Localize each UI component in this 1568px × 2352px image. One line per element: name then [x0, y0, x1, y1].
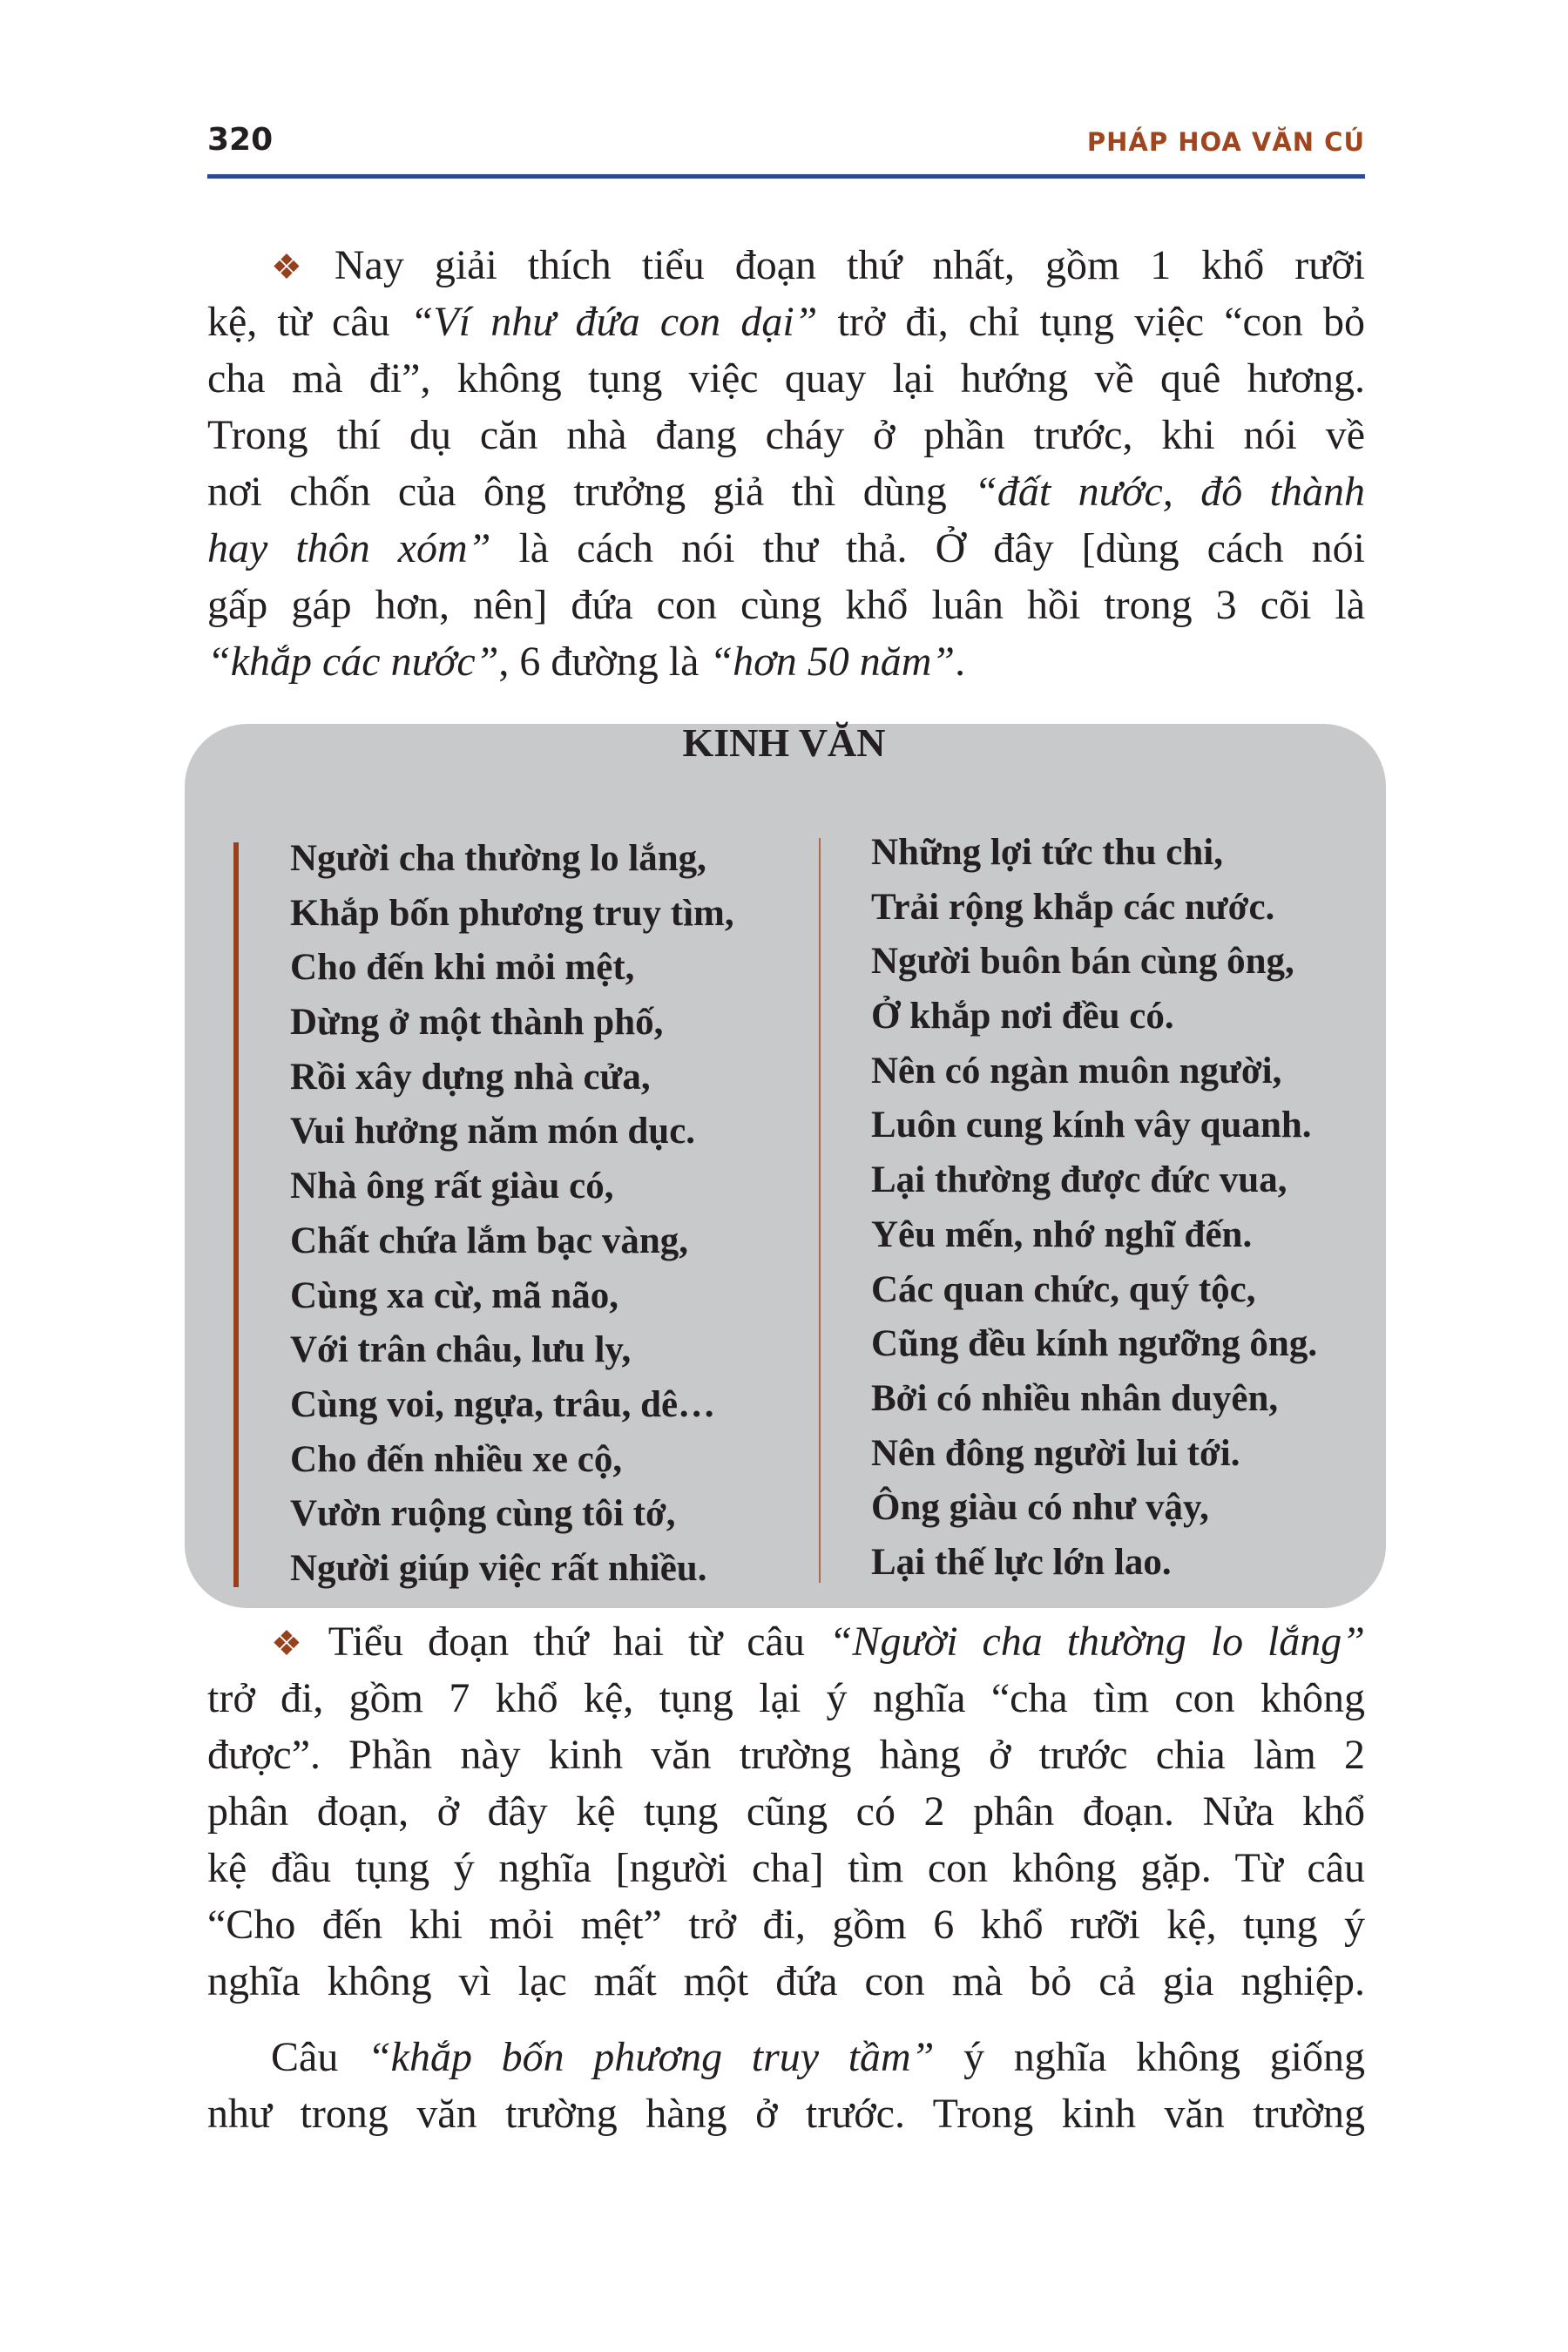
text-segment: nơi chốn của ông trưởng giả thì dùng [207, 469, 975, 515]
verse-line: Lại thường được đức vua, [871, 1159, 1288, 1201]
verse-line: Cũng đều kính ngưỡng ông. [871, 1323, 1318, 1365]
verse-line: Những lợi tức thu chi, [871, 832, 1223, 873]
header-rule [207, 174, 1365, 179]
running-title: PHÁP HOA VĂN CÚ [1086, 127, 1365, 157]
text-segment: trở đi, chỉ tụng việc “con bỏ [817, 299, 1365, 345]
text-segment: ý nghĩa không giống [934, 2034, 1366, 2080]
text-segment: là cách nói thư thả. Ở đây [dùng cách nói [490, 525, 1365, 571]
text-segment: Câu [271, 2034, 368, 2080]
verse-line: Vườn ruộng cùng tôi tớ, [290, 1493, 676, 1535]
verse-line: Nên có ngàn muôn người, [871, 1050, 1282, 1092]
italic-quote: “Ví như đứa con dại” [409, 299, 818, 345]
text-segment: phân đoạn, ở đây kệ tụng cũng có 2 phân đoạn. Nửa khổ [207, 1788, 1365, 1835]
text-segment: Trong thí dụ căn nhà đang cháy ở phần trước, khi nói về [207, 412, 1365, 458]
paragraph-3 [207, 2029, 1365, 2142]
text-line [207, 2085, 1365, 2142]
verse-line: Ông giàu có như vậy, [871, 1487, 1209, 1529]
text-line [207, 1953, 1365, 2010]
text-segment: , 6 đường là [498, 639, 710, 685]
italic-quote: “hơn 50 năm” [709, 639, 956, 685]
verse-line: Dừng ở một thành phố, [290, 1002, 664, 1044]
verse-line: Nên đông người lui tới. [871, 1432, 1240, 1474]
text-segment: Nay giải thích tiểu đoạn thứ nhất, gồm 1 khổ rưỡi [334, 242, 1366, 288]
text-line [207, 633, 1365, 690]
verse-line: Người buôn bán cùng ông, [871, 941, 1294, 983]
verse-line: Nhà ông rất giàu có, [290, 1166, 614, 1207]
text-line [207, 1670, 1365, 1727]
italic-quote: “Người cha thường lo lắng” [828, 1619, 1366, 1665]
left-accent-bar [233, 842, 239, 1587]
text-line [207, 1840, 1365, 1896]
verse-line: Người giúp việc rất nhiều. [290, 1547, 707, 1589]
verse-line: Bởi có nhiều nhân duyên, [871, 1377, 1279, 1419]
text-line [207, 1896, 1365, 1953]
text-line [207, 1613, 1365, 1670]
verse-line: Vui hưởng năm món dục. [290, 1111, 696, 1152]
text-segment: gấp gáp hơn, nên] đứa con cùng khổ luân hồi trong 3 cõi là [207, 582, 1365, 628]
paragraph-2 [207, 1613, 1365, 2010]
verse-line: Ở khắp nơi đều có. [871, 996, 1174, 1037]
diamond-ornament-icon: ❖ [271, 1624, 316, 1663]
text-segment: như trong văn trường hàng ở trước. Trong kinh văn trường [207, 2091, 1365, 2137]
column-divider [819, 838, 821, 1583]
italic-quote: “khắp bốn phương truy tầm” [367, 2034, 935, 2080]
text-segment: . [955, 639, 966, 685]
verse-line: Cùng xa cừ, mã não, [290, 1274, 619, 1316]
italic-quote: hay thôn xóm” [207, 525, 491, 571]
text-line [207, 520, 1365, 577]
text-line [207, 1783, 1365, 1840]
text-segment: “Cho đến khi mỏi mệt” trở đi, gồm 6 khổ rưỡi kệ, tụng ý [207, 1902, 1365, 1948]
verse-line: Cùng voi, ngựa, trâu, dê… [290, 1383, 716, 1425]
italic-quote: “khắp các nước” [207, 639, 499, 685]
verse-line: Rồi xây dựng nhà cửa, [290, 1056, 651, 1098]
verse-line: Các quan chức, quý tộc, [871, 1268, 1256, 1310]
text-segment: được”. Phần này kinh văn trường hàng ở trước chia làm 2 [207, 1732, 1365, 1778]
verse-line: Yêu mến, nhớ nghĩ đến. [871, 1213, 1253, 1255]
text-segment: cha mà đi”, không tụng việc quay lại hướng về quê hương. [207, 355, 1365, 402]
verse-line: Lại thế lực lớn lao. [871, 1541, 1172, 1583]
verse-line: Cho đến nhiều xe cộ, [290, 1438, 623, 1480]
verse-line: Người cha thường lo lắng, [290, 838, 706, 879]
text-line [207, 2029, 1365, 2085]
verse-column-left [290, 832, 734, 1597]
verse-line: Luôn cung kính vây quanh. [871, 1105, 1312, 1146]
diamond-ornament-icon: ❖ [271, 247, 322, 287]
page-number: 320 [207, 122, 274, 158]
text-segment: kệ, từ câu [207, 299, 410, 345]
text-segment: nghĩa không vì lạc mất một đứa con mà bỏ cả gia nghiệp. [207, 1958, 1365, 2004]
kinh-van-title: KINH VĂN [682, 720, 886, 765]
text-line [207, 294, 1365, 350]
paragraph-1 [207, 237, 1365, 690]
verse-line: Trải rộng khắp các nước. [871, 886, 1275, 928]
verse-column-right [871, 826, 1317, 1591]
verse-line: Chất chứa lắm bạc vàng, [290, 1220, 689, 1261]
text-line [207, 463, 1365, 520]
text-line [207, 350, 1365, 407]
italic-quote: “đất nước, đô thành [974, 469, 1365, 515]
text-line [207, 1727, 1365, 1783]
text-segment: trở đi, gồm 7 khổ kệ, tụng lại ý nghĩa “cha tìm con không [207, 1675, 1365, 1721]
text-segment: Tiểu đoạn thứ hai từ câu [328, 1619, 829, 1665]
text-line [207, 237, 1365, 294]
text-line [207, 577, 1365, 633]
verse-line: Khắp bốn phương truy tìm, [290, 892, 734, 934]
text-line [207, 407, 1365, 463]
verse-line: Cho đến khi mỏi mệt, [290, 947, 635, 989]
text-segment: kệ đầu tụng ý nghĩa [người cha] tìm con không gặp. Từ câu [207, 1845, 1365, 1891]
verse-line: Với trân châu, lưu ly, [290, 1329, 632, 1371]
